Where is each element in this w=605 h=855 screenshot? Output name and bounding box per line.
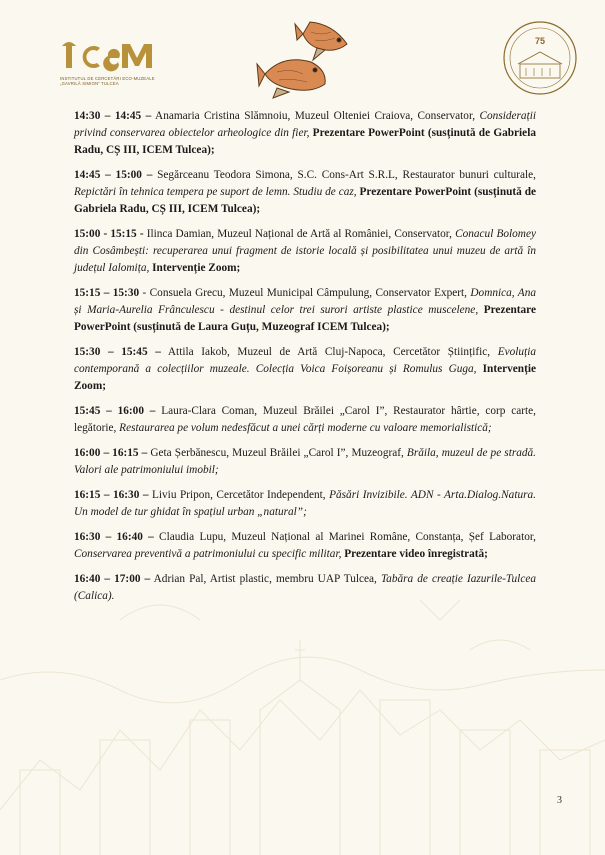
anniversary-seal xyxy=(502,20,578,96)
schedule-entry: 15:15 – 15:30 - Consuela Grecu, Muzeul Municipal Câmpulung, Conservator Expert, Domnica, Ana și Maria-Aurelia Frânculescu - destinul celor trei surori artiste plastice muscelene, Prezentare PowerPoint (susținută de Laura Guțu, Muzeograf ICEM Tulcea); xyxy=(74,287,537,333)
schedule-list xyxy=(74,108,536,613)
schedule-entry: 15:45 – 16:00 – Laura-Clara Coman, Muzeul Brăilei „Carol I”, Restaurator hârtie, corp carte, legătorie, Restaurarea pe volum nedesfăcut a unei cărți moderne cu valoare memorialistică; xyxy=(74,405,536,434)
schedule-entry: 14:30 – 14:45 – Anamaria Cristina Slămnoiu, Muzeul Olteniei Craiova, Conservator, Considerații privind conservarea obiectelor arheologice din fier, Prezentare PowerPoint (susținută de Gabriela Radu, CȘ III, ICEM Tulcea); xyxy=(74,110,536,156)
schedule-entry: 15:30 – 15:45 – Attila Iakob, Muzeul de Artă Cluj-Napoca, Cercetător Științific, Evoluția contemporană a colecțiilor muzeale. Colecția Voica Foișoreanu și Romulus Guga, Intervenție Zoom; xyxy=(74,346,537,392)
schedule-entry: 16:00 – 16:15 – Geta Șerbănescu, Muzeul Brăilei „Carol I”, Muzeograf, Brăila, muzeul de pe stradă. Valori ale patrimoniului imobil; xyxy=(74,447,536,476)
seal-year: 75 xyxy=(534,36,545,46)
schedule-entry: 15:00 - 15:15 - Ilinca Damian, Muzeul Național de Artă al României, Conservator, Conacul Bolomey din Cosâmbești: recuperarea unui fragment de istorie locală și posibilitatea unui muzeu de artă în județul Ialomița, Intervenție Zoom; xyxy=(74,228,536,274)
icem-logo xyxy=(60,36,160,98)
icem-logo-mark xyxy=(60,36,156,74)
schedule-entry: 16:15 – 16:30 – Liviu Pripon, Cercetător Independent, Păsări Invizibile. ADN - Arta.Dialog.Natura. Un model de tur ghidat în spațiul urban „natural”; xyxy=(74,489,536,518)
page-number: 3 xyxy=(557,795,562,806)
schedule-entry: 16:30 – 16:40 – Claudia Lupu, Muzeul Național al Marinei Române, Constanța, Șef Laborator, Conservarea preventivă a patrimoniului cu specific militar, Prezentare video înregistrată; xyxy=(74,531,536,560)
schedule-entry: 14:45 – 15:00 – Segărceanu Teodora Simona, S.C. Cons-Art S.R.L, Restaurator bunuri culturale, Repictări în tehnica tempera pe suport de lemn. Studiu de caz, Prezentare PowerPoint (susținută de Gabriela Radu, CȘ III, ICEM Tulcea); xyxy=(74,169,536,215)
fish-illustration xyxy=(255,14,357,102)
logo-caption: INSTITUTUL DE CERCETĂRI ECO-MUZEALE „GAVRILĂ SIMION” TULCEA xyxy=(60,76,155,87)
schedule-entry: 16:40 – 17:00 – Adrian Pal, Artist plastic, membru UAP Tulcea, Tabăra de creație Iazurile-Tulcea (Calica). xyxy=(74,573,537,602)
